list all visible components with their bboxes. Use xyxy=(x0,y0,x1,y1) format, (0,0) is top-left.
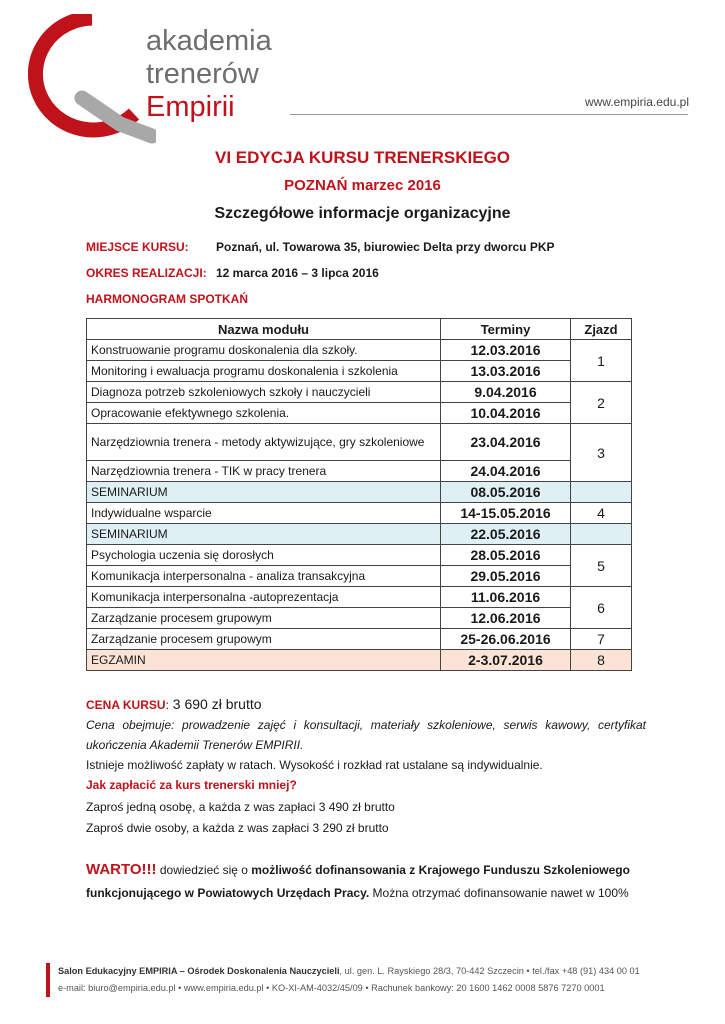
table-header-row xyxy=(87,319,632,340)
schedule-label: HARMONOGRAM SPOTKAŃ xyxy=(86,292,248,306)
footer-line-2: e-mail: biuro@empiria.edu.pl • www.empiria.edu.pl • KO-XI-AM-4032/45/09 • Rachunek bankowy: 20 1600 1462 0008 5876 7270 0001 xyxy=(58,983,605,993)
table-row xyxy=(87,382,632,403)
footer-org: Salon Edukacyjny EMPIRIA – Ośrodek Doskonalenia Nauczycieli xyxy=(58,966,340,976)
price-label: CENA KURSU xyxy=(86,698,166,712)
price-includes: Cena obejmuje: prowadzenie zajęć i konsultacji, materiały szkoleniowe, serwis kawowy, certyfikat ukończenia Akademii Trenerów EMPIRII. xyxy=(86,718,646,752)
module-date: 14-15.05.2016 xyxy=(441,503,571,524)
table-row xyxy=(87,461,632,482)
module-date: 22.05.2016 xyxy=(441,524,571,545)
footer-address: , ul. gen. L. Rayskiego 28/3, 70-442 Szczecin • tel./fax +48 (91) 434 00 01 xyxy=(339,966,640,976)
funding-warto: WARTO!!! xyxy=(86,861,157,878)
session-number-empty xyxy=(571,524,632,545)
logo-text-trenerow: trenerów xyxy=(146,58,259,90)
header-session: Zjazd xyxy=(571,319,632,340)
module-name: Indywidualne wsparcie xyxy=(87,503,441,524)
module-name: Narzędziownia trenera - metody aktywizujące, gry szkoleniowe xyxy=(87,424,441,461)
invite-one-offer: Zaproś jedną osobę, a każda z was zapłaci 3 490 zł brutto xyxy=(86,800,395,814)
module-date: 11.06.2016 xyxy=(441,587,571,608)
module-date: 28.05.2016 xyxy=(441,545,571,566)
module-name: Komunikacja interpersonalna -autoprezentacja xyxy=(87,587,441,608)
session-number: 4 xyxy=(571,503,632,524)
module-date: 12.06.2016 xyxy=(441,608,571,629)
module-name: SEMINARIUM xyxy=(87,482,441,503)
invite-two-offer: Zaproś dwie osoby, a każda z was zapłaci 3 290 zł brutto xyxy=(86,821,389,835)
session-number: 6 xyxy=(571,587,632,629)
session-number: 5 xyxy=(571,545,632,587)
schedule-table xyxy=(86,318,632,671)
module-name: Monitoring i ewaluacja programu doskonalenia i szkolenia xyxy=(87,361,441,382)
funding-text-2: Można otrzymać dofinansowanie nawet w 100% xyxy=(369,886,629,900)
module-name: Diagnoza potrzeb szkoleniowych szkoły i nauczycieli xyxy=(87,382,441,403)
module-name: Komunikacja interpersonalna - analiza transakcyjna xyxy=(87,566,441,587)
table-row xyxy=(87,566,632,587)
table-row-seminar xyxy=(87,524,632,545)
place-label: MIEJSCE KURSU: xyxy=(86,240,189,254)
price-colon: : xyxy=(165,698,169,712)
period-value: 12 marca 2016 – 3 lipca 2016 xyxy=(216,266,379,280)
table-row-exam xyxy=(87,650,632,671)
period-label: OKRES REALIZACJI: xyxy=(86,266,207,280)
header-dates: Terminy xyxy=(441,319,571,340)
place-value: Poznań, ul. Towarowa 35, biurowiec Delta przy dworcu PKP xyxy=(216,240,555,254)
module-name: Konstruowanie programu doskonalenia dla szkoły. xyxy=(87,340,441,361)
module-date: 23.04.2016 xyxy=(441,424,571,461)
session-number-empty xyxy=(571,482,632,503)
module-name: Psychologia uczenia się dorosłych xyxy=(87,545,441,566)
header-website-link[interactable]: www.empiria.edu.pl xyxy=(584,95,689,109)
table-row-seminar xyxy=(87,482,632,503)
session-number: 8 xyxy=(571,650,632,671)
table-row xyxy=(87,361,632,382)
table-row xyxy=(87,403,632,424)
module-name: SEMINARIUM xyxy=(87,524,441,545)
module-date: 12.03.2016 xyxy=(441,340,571,361)
price-line xyxy=(86,694,646,715)
module-date: 2-3.07.2016 xyxy=(441,650,571,671)
page-subtitle: Szczegółowe informacje organizacyjne xyxy=(214,205,511,222)
footer-accent-bar xyxy=(46,963,50,997)
cheaper-question: Jak zapłacić za kurs trenerski mniej? xyxy=(86,778,297,792)
module-date: 9.04.2016 xyxy=(441,382,571,403)
session-number: 3 xyxy=(571,424,632,482)
module-name: Zarządzanie procesem grupowym xyxy=(87,608,441,629)
table-row xyxy=(87,503,632,524)
funding-text-1: dowiedzieć się o xyxy=(156,863,252,877)
footer-line-1 xyxy=(58,966,640,976)
module-name: Narzędziownia trenera - TIK w pracy trenera xyxy=(87,461,441,482)
course-city-date: POZNAŃ marzec 2016 xyxy=(284,177,441,194)
table-row xyxy=(87,629,632,650)
installments-info: Istnieje możliwość zapłaty w ratach. Wysokość i rozkład rat ustalane są indywidualnie. xyxy=(86,758,543,772)
module-date: 13.03.2016 xyxy=(441,361,571,382)
module-date: 08.05.2016 xyxy=(441,482,571,503)
module-date: 10.04.2016 xyxy=(441,403,571,424)
table-row xyxy=(87,545,632,566)
funding-bold: możliwość dofinansowania z Krajowego Funduszu Szkoleniowego funkcjonującego w Powiatowych Urzędach Pracy. xyxy=(86,863,630,900)
table-row xyxy=(87,608,632,629)
header-divider xyxy=(290,114,688,115)
module-name: Opracowanie efektywnego szkolenia. xyxy=(87,403,441,424)
course-edition-title: VI EDYCJA KURSU TRENERSKIEGO xyxy=(214,148,511,167)
logo-q-icon xyxy=(28,14,156,144)
logo-text-empirii: Empirii xyxy=(146,91,235,123)
table-row xyxy=(87,424,632,461)
logo-text-akademia: akademia xyxy=(146,25,272,57)
table-row xyxy=(87,587,632,608)
place-row xyxy=(86,240,646,256)
session-number: 2 xyxy=(571,382,632,424)
module-name: Zarządzanie procesem grupowym xyxy=(87,629,441,650)
header-module: Nazwa modułu xyxy=(87,319,441,340)
session-number: 1 xyxy=(571,340,632,382)
module-name: EGZAMIN xyxy=(87,650,441,671)
session-number: 7 xyxy=(571,629,632,650)
period-row xyxy=(86,266,646,282)
table-row xyxy=(87,340,632,361)
price-value: 3 690 zł brutto xyxy=(168,696,262,712)
funding-paragraph xyxy=(86,858,646,905)
module-date: 24.04.2016 xyxy=(441,461,571,482)
module-date: 29.05.2016 xyxy=(441,566,571,587)
module-date: 25-26.06.2016 xyxy=(441,629,571,650)
